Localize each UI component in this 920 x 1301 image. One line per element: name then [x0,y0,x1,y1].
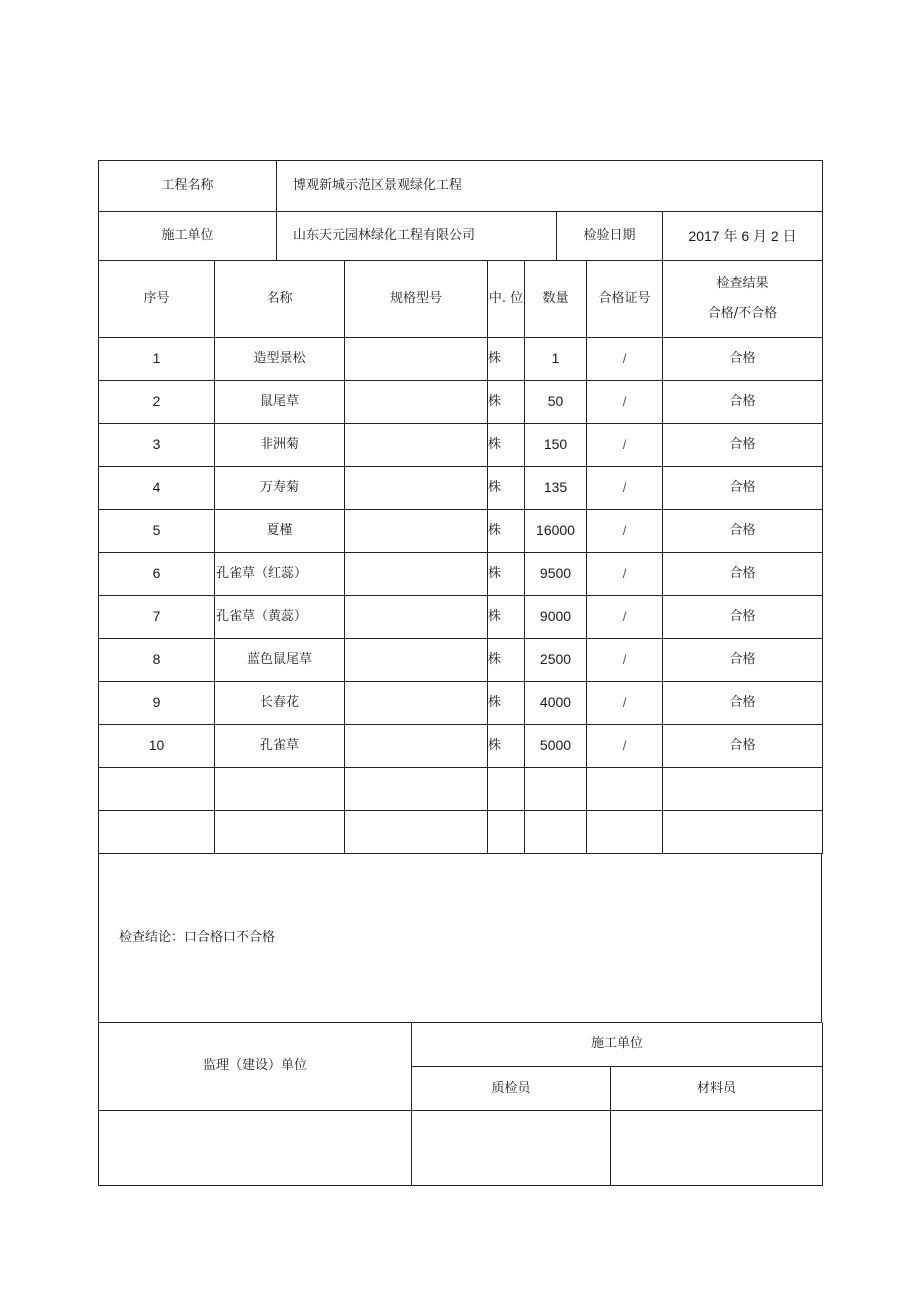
row-spec [345,509,488,552]
table-row [99,423,823,466]
row-name: 蓝色鼠尾草 [215,638,345,681]
row-qty: 9500 [525,552,587,595]
row-qty: 1 [525,337,587,380]
row-name: 非洲菊 [215,423,345,466]
row-name: 孔雀草（红蕊） [215,552,345,595]
table-row [99,337,823,380]
row-index: 7 [99,595,215,638]
col-result-header-line1: 检查结果 [716,275,769,291]
row-qty: 9000 [525,595,587,638]
row-spec [345,638,488,681]
row-cert: / [587,337,663,380]
table-row [99,380,823,423]
inspection-form [98,160,822,1186]
row-index: 8 [99,638,215,681]
row-name: 孔雀草 [215,724,345,767]
row-name: 夏槿 [215,509,345,552]
col-name-header: 名称 [215,261,345,337]
row-spec [345,423,488,466]
row-unit: 株 [488,380,525,423]
row-unit: 株 [488,724,525,767]
row-cert: / [587,423,663,466]
row-result: 合格 [663,337,823,380]
header-table [98,160,823,261]
inspection-conclusion: 检查结论：口合格口不合格 [99,854,822,1023]
row-index: 1 [99,337,215,380]
col-index-header: 序号 [99,261,215,337]
contractor-unit-label: 施工单位 [412,1023,823,1067]
col-result-header [663,261,823,337]
row-spec [345,681,488,724]
table-row [99,724,823,767]
row-qty: 135 [525,466,587,509]
row-result: 合格 [663,380,823,423]
row-unit: 株 [488,466,525,509]
col-cert-header: 合格证号 [587,261,663,337]
table-row [99,681,823,724]
row-name: 长春花 [215,681,345,724]
row-spec [345,552,488,595]
table-row [99,595,823,638]
row-unit: 株 [488,423,525,466]
row-qty: 2500 [525,638,587,681]
row-unit: 株 [488,595,525,638]
row-qty: 16000 [525,509,587,552]
row-index: 9 [99,681,215,724]
row-cert: / [587,509,663,552]
row-unit: 株 [488,552,525,595]
row-cert: / [587,380,663,423]
supervisor-signature-cell [99,1111,412,1186]
row-spec [345,380,488,423]
row-result: 合格 [663,423,823,466]
row-index: 10 [99,724,215,767]
row-result: 合格 [663,466,823,509]
row-qty: 150 [525,423,587,466]
items-table [98,261,823,854]
inspector-signature-cell [412,1111,611,1186]
table-row [99,466,823,509]
col-result-header-line2: 合格/不合格 [707,305,778,321]
supervisor-unit-label: 监理（建设）单位 [99,1023,412,1111]
row-cert: / [587,552,663,595]
signoff-table [98,1023,823,1187]
row-cert: / [587,595,663,638]
row-spec [345,595,488,638]
row-spec [345,724,488,767]
row-result: 合格 [663,724,823,767]
row-name: 造型景松 [215,337,345,380]
row-index: 3 [99,423,215,466]
empty-row [99,767,823,810]
contractor-label: 施工单位 [99,212,277,261]
row-result: 合格 [663,552,823,595]
row-cert: / [587,638,663,681]
quality-inspector-label: 质检员 [412,1067,611,1111]
row-unit: 株 [488,509,525,552]
contractor-value: 山东天元园林绿化工程有限公司 [277,212,557,261]
row-name: 鼠尾草 [215,380,345,423]
row-qty: 4000 [525,681,587,724]
row-result: 合格 [663,509,823,552]
row-cert: / [587,724,663,767]
project-name-value: 博观新城示范区景观绿化工程 [277,161,823,212]
conclusion-table [98,854,822,1023]
row-index: 5 [99,509,215,552]
row-name: 万寿菊 [215,466,345,509]
row-spec [345,337,488,380]
items-body [99,337,823,767]
material-clerk-label: 材料员 [611,1067,823,1111]
inspection-date-value: 2017 年 6 月 2 日 [663,212,823,261]
empty-row [99,810,823,853]
table-row [99,638,823,681]
col-unit-header: 中. 位 [488,261,525,337]
row-name: 孔雀草（黄蕊） [215,595,345,638]
column-header-row [99,261,823,337]
col-spec-header: 规格型号 [345,261,488,337]
row-qty: 5000 [525,724,587,767]
row-result: 合格 [663,638,823,681]
row-unit: 株 [488,638,525,681]
row-cert: / [587,466,663,509]
row-result: 合格 [663,681,823,724]
col-qty-header: 数量 [525,261,587,337]
row-spec [345,466,488,509]
project-name-label: 工程名称 [99,161,277,212]
inspection-date-label: 检验日期 [557,212,663,261]
row-cert: / [587,681,663,724]
row-index: 4 [99,466,215,509]
table-row [99,509,823,552]
row-index: 2 [99,380,215,423]
row-result: 合格 [663,595,823,638]
material-signature-cell [611,1111,823,1186]
row-index: 6 [99,552,215,595]
row-unit: 株 [488,337,525,380]
row-qty: 50 [525,380,587,423]
table-row [99,552,823,595]
row-unit: 株 [488,681,525,724]
